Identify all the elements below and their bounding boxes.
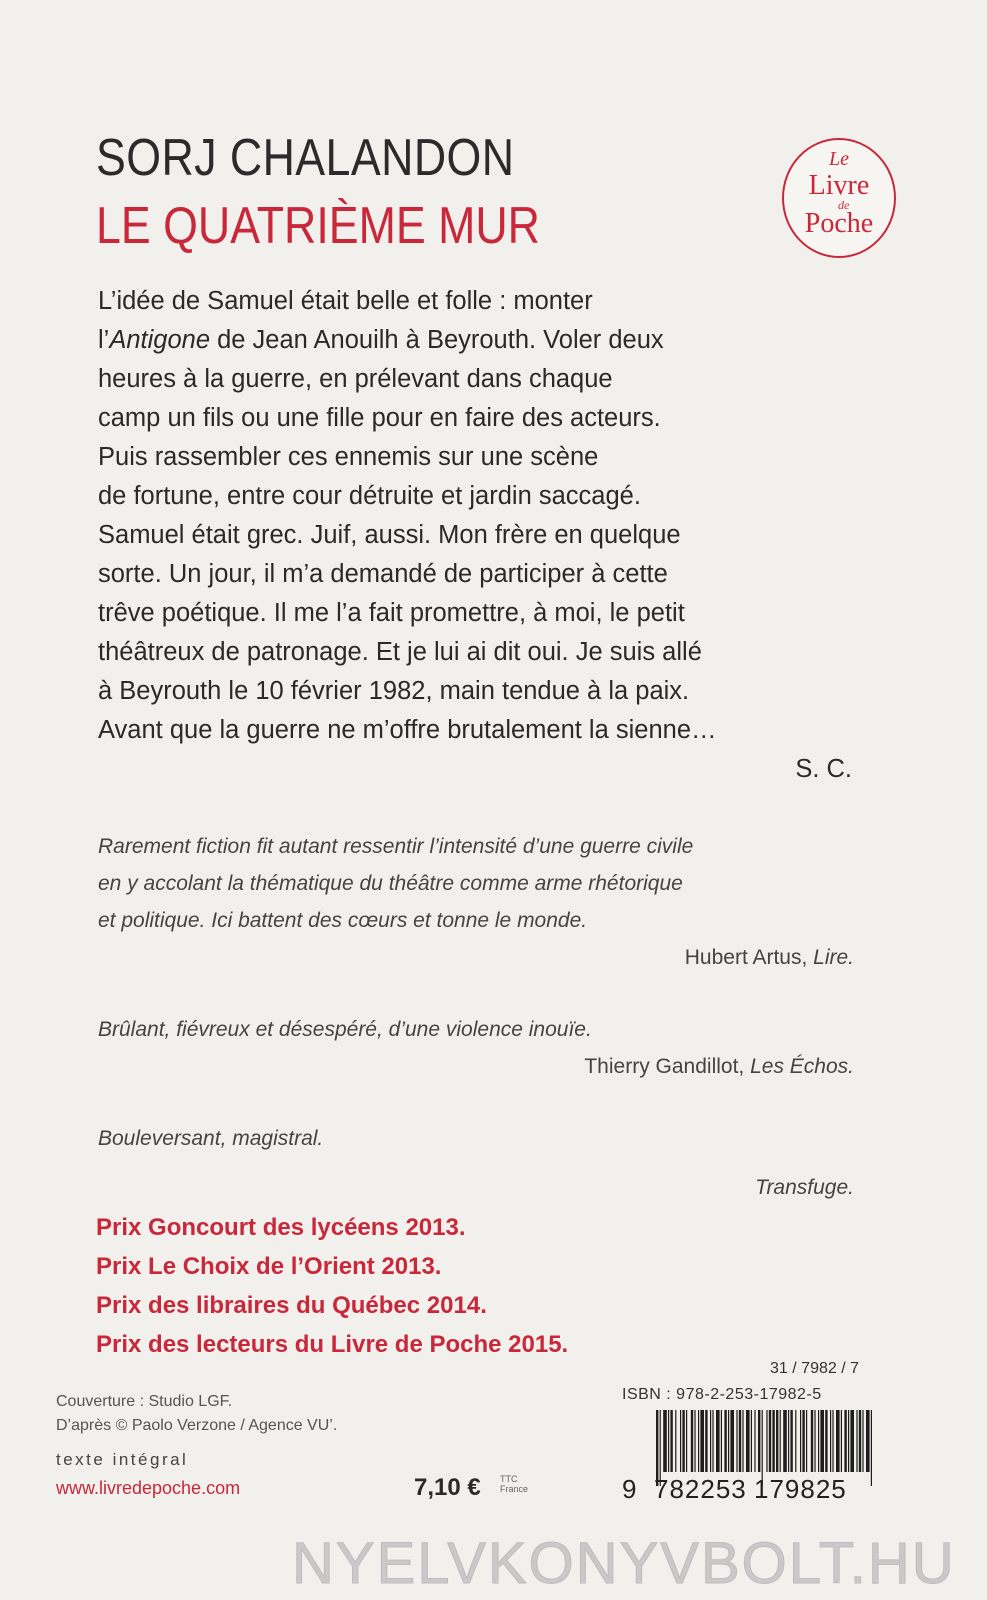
barcode-bar (736, 1410, 737, 1472)
barcode-bar (691, 1410, 693, 1472)
barcode-first-digit: 9 (622, 1474, 638, 1504)
barcode-bar (724, 1410, 726, 1472)
barcode-bar (670, 1410, 672, 1472)
quote-source (98, 1169, 854, 1206)
summary-line: Puis rassembler ces ennemis sur une scène (98, 443, 599, 471)
barcode-bar (710, 1410, 711, 1472)
summary-fragment: l’ (98, 326, 110, 354)
barcode-bar (802, 1410, 804, 1472)
price-tax-note (500, 1474, 528, 1494)
barcode-bar (772, 1410, 774, 1472)
logo-line-1: Le (829, 148, 849, 170)
press-quote (98, 828, 854, 976)
barcode-bar (820, 1410, 824, 1472)
barcode-bar (856, 1410, 857, 1472)
prize-item: Prix des lecteurs du Livre de Poche 2015. (96, 1331, 569, 1358)
barcode-bar (862, 1410, 863, 1472)
summary-fragment: de Jean Anouilh à Beyrouth. Voler deux (210, 326, 664, 354)
barcode-bar (788, 1410, 789, 1472)
author-name: SORJ CHALANDON (96, 129, 515, 187)
quote-source (98, 1048, 854, 1085)
quote-line: Bouleversant, magistral. (98, 1127, 324, 1150)
press-quote (98, 1120, 854, 1206)
barcode-bar (844, 1410, 846, 1472)
summary-line: heures à la guerre, en prélevant dans chaque (98, 365, 613, 393)
summary-play-title: Antigone (109, 326, 211, 354)
barcode-bar (795, 1410, 796, 1472)
summary-line: L’idée de Samuel était belle et folle : monter (98, 287, 593, 315)
barcode-bar (675, 1410, 676, 1472)
photo-credit: D’après © Paolo Verzone / Agence VU’. (56, 1417, 338, 1434)
barcode-bar (859, 1410, 861, 1472)
barcode-bar (742, 1410, 743, 1472)
summary-line: de fortune, entre cour détruite et jardin saccagé. (98, 482, 641, 510)
website-link[interactable]: www.livredepoche.com (56, 1478, 241, 1498)
summary-line: Avant que la guerre ne m’offre brutalement la sienne… (98, 716, 717, 744)
country-label: France (500, 1484, 529, 1494)
barcode-bar (682, 1410, 684, 1472)
barcode-bar (712, 1410, 713, 1472)
prize-item: Prix des libraires du Québec 2014. (96, 1292, 487, 1319)
cover-credits (56, 1390, 337, 1438)
barcode-bar (776, 1410, 778, 1472)
barcode-bar (698, 1410, 699, 1472)
quote-text (98, 828, 854, 939)
barcode-bar (866, 1410, 870, 1472)
barcode-bar (825, 1410, 827, 1472)
quote-line: Brûlant, fiévreux et désespéré, d’une violence inouïe. (98, 1018, 592, 1041)
quote-text (98, 1120, 854, 1157)
barcode-bar (705, 1410, 707, 1472)
summary-line: sorte. Un jour, il m’a demandé de participer à cette (98, 560, 668, 588)
integral-text-label: texte intégral (56, 1450, 189, 1469)
summary-line (98, 321, 858, 360)
quote-line: Rarement fiction fit autant ressentir l’intensité d’une guerre civile (98, 835, 694, 858)
barcode-bar (700, 1410, 704, 1472)
prize-item: Prix Goncourt des lycéens 2013. (96, 1214, 466, 1241)
barcode-bar (716, 1410, 720, 1472)
barcode-bar (790, 1410, 792, 1472)
book-title: LE QUATRIÈME MUR (96, 197, 540, 255)
quote-line: en y accolant la thématique du théâtre comme arme rhétorique (98, 872, 683, 895)
logo-line-4: Poche (804, 208, 874, 239)
barcode-bar (848, 1410, 849, 1472)
reference-code: 31 / 7982 / 7 (770, 1360, 859, 1377)
barcode-bar (836, 1410, 840, 1472)
watermark: NYELVKONYVBOLT.HU (292, 1531, 956, 1596)
barcode-digits (622, 1474, 847, 1505)
barcode-bar (769, 1410, 771, 1472)
barcode-bar (814, 1410, 815, 1472)
quote-publication: Lire. (813, 946, 854, 969)
publisher-logo (782, 138, 896, 258)
barcode-bar (780, 1410, 781, 1472)
summary-line: trêve poétique. Il me l’a fait promettre, à moi, le petit (98, 599, 685, 627)
barcode-bar (850, 1410, 854, 1472)
barcode-bar (841, 1410, 842, 1472)
prize-list (96, 1208, 568, 1364)
barcode-bar (758, 1410, 760, 1472)
barcode-bar (751, 1410, 752, 1472)
logo-line-3: de (838, 198, 850, 212)
barcode-group-2: 179825 (754, 1474, 847, 1504)
barcode-bar (818, 1410, 819, 1472)
logo-line-2: Livre (808, 170, 870, 201)
barcode-bar (746, 1410, 750, 1472)
barcode-bar (680, 1410, 681, 1472)
book-summary (98, 282, 858, 789)
barcode-bar (871, 1410, 872, 1486)
ttc-label: TTC (500, 1474, 518, 1484)
barcode-bar (754, 1410, 755, 1472)
prize-item: Prix Le Choix de l’Orient 2013. (96, 1253, 442, 1280)
barcode-bar (739, 1410, 741, 1472)
quote-author: Hubert Artus, (684, 946, 814, 969)
summary-line: théâtreux de patronage. Et je lui ai dit oui. Je suis allé (98, 638, 702, 666)
quote-line: et politique. Ici battent des cœurs et tonne le monde. (98, 909, 588, 932)
price: 7,10 € (414, 1474, 481, 1501)
summary-line: Samuel était grec. Juif, aussi. Mon frère en quelque (98, 521, 681, 549)
barcode-bar (721, 1410, 722, 1472)
quote-text (98, 1011, 854, 1048)
barcode-bar (783, 1410, 787, 1472)
barcode-bar (728, 1410, 729, 1472)
isbn: ISBN : 978-2-253-17982-5 (622, 1386, 822, 1403)
press-quote (98, 1011, 854, 1085)
barcode-bar (694, 1410, 695, 1472)
summary-signature: S. C. (795, 755, 852, 783)
barcode-bar (766, 1410, 767, 1472)
barcode-bar (668, 1410, 669, 1472)
summary-line: à Beyrouth le 10 février 1982, main tendue à la paix. (98, 677, 690, 705)
barcode-bar (830, 1410, 831, 1472)
barcode-bar (800, 1410, 801, 1472)
barcode-bar (806, 1410, 807, 1472)
barcode-bar (686, 1410, 687, 1472)
quote-publication: Les Échos. (750, 1055, 854, 1078)
quote-source (98, 939, 854, 976)
cover-credit: Couverture : Studio LGF. (56, 1393, 233, 1410)
quote-publication: Transfuge. (755, 1176, 854, 1199)
summary-line: camp un fils ou une fille pour en faire des acteurs. (98, 404, 661, 432)
quote-author: Thierry Gandillot, (584, 1055, 751, 1078)
barcode-bar (663, 1410, 667, 1472)
barcode-bar (832, 1410, 833, 1472)
barcode-bar (730, 1410, 734, 1472)
barcode-bar (811, 1410, 813, 1472)
barcode-group-1: 782253 (654, 1474, 747, 1504)
